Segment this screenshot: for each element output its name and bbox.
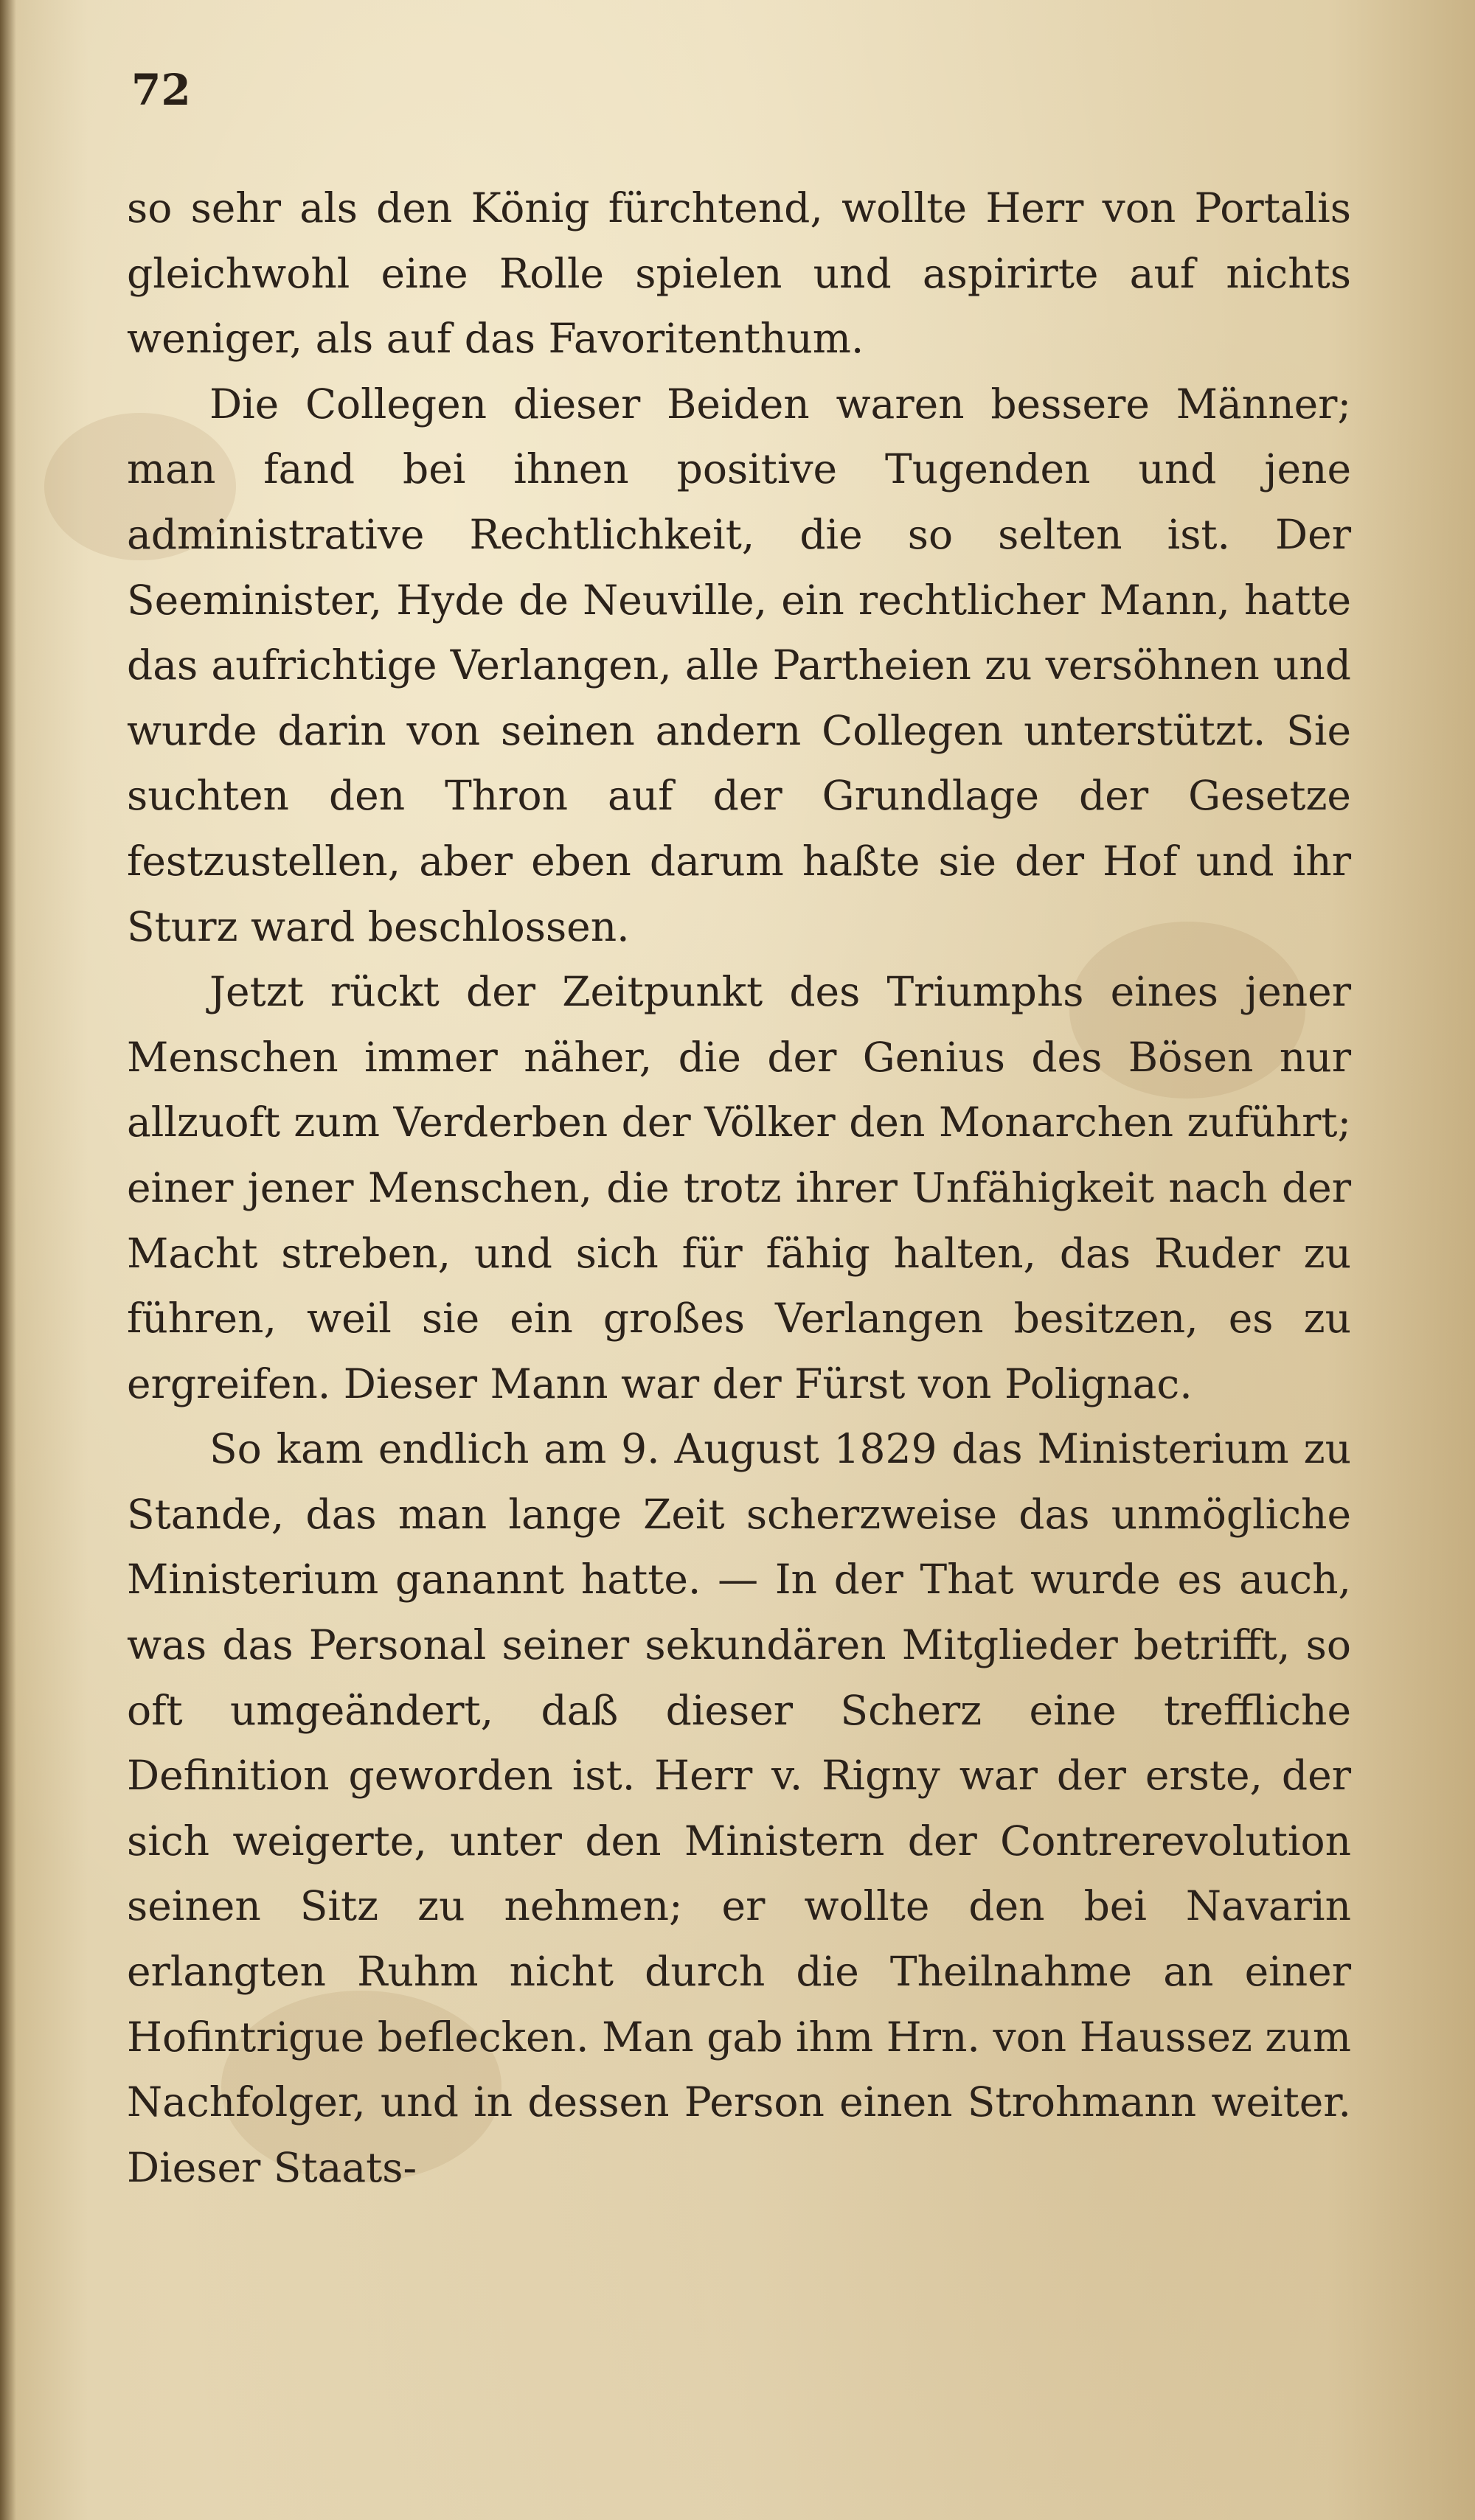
paragraph: Die Collegen dieser Beiden waren bessere Männer; man fand bei ihnen positive Tugenden und jene administrative Rechtlichkeit, die so selten ist. Der Seeminister, Hyde de Neuville, ein rechtlicher Mann, hatte das aufrichtige Verlangen, alle Partheien zu versöhnen und wurde darin von seinen andern Collegen unterstützt. Sie suchten den Thron auf der Grundlage der Gesetze festzustellen, aber eben darum haßte sie der Hof und ihr Sturz ward beschlossen.: [127, 380, 1351, 950]
paragraph: so sehr als den König fürchtend, wollte Herr von Portalis gleichwohl eine Rolle spielen und aspirirte auf nichts weniger, als auf das Favoritenthum.: [127, 184, 1351, 363]
body-text: [127, 175, 1351, 2200]
paragraph: So kam endlich am 9. August 1829 das Ministerium zu Stande, das man lange Zeit scherzweise das unmögliche Ministerium ganannt hatte. — In der That wurde es auch, was das Personal seiner sekundären Mitglieder betrifft, so oft umgeändert, daß dieser Scherz eine treffliche Definition geworden ist. Herr v. Rigny war der erste, der sich weigerte, unter den Ministern der Contrerevolution seinen Sitz zu nehmen; er wollte den bei Navarin erlangten Ruhm nicht durch die Theilnahme an einer Hofintrigue beflecken. Man gab ihm Hrn. von Haussez zum Nachfolger, und in dessen Person einen Strohmann weiter. Dieser Staats-: [127, 1425, 1351, 2191]
paragraph: Jetzt rückt der Zeitpunkt des Triumphs eines jener Menschen immer näher, die der Genius des Bösen nur allzuoft zum Verderben der Völker den Monarchen zuführt; einer jener Menschen, die trotz ihrer Unfähigkeit nach der Macht streben, und sich für fähig halten, das Ruder zu führen, weil sie ein großes Verlangen besitzen, es zu ergreifen. Dieser Mann war der Fürst von Polignac.: [127, 968, 1351, 1407]
page-binding-shadow: [0, 0, 16, 2520]
page-number: 72: [131, 65, 191, 115]
